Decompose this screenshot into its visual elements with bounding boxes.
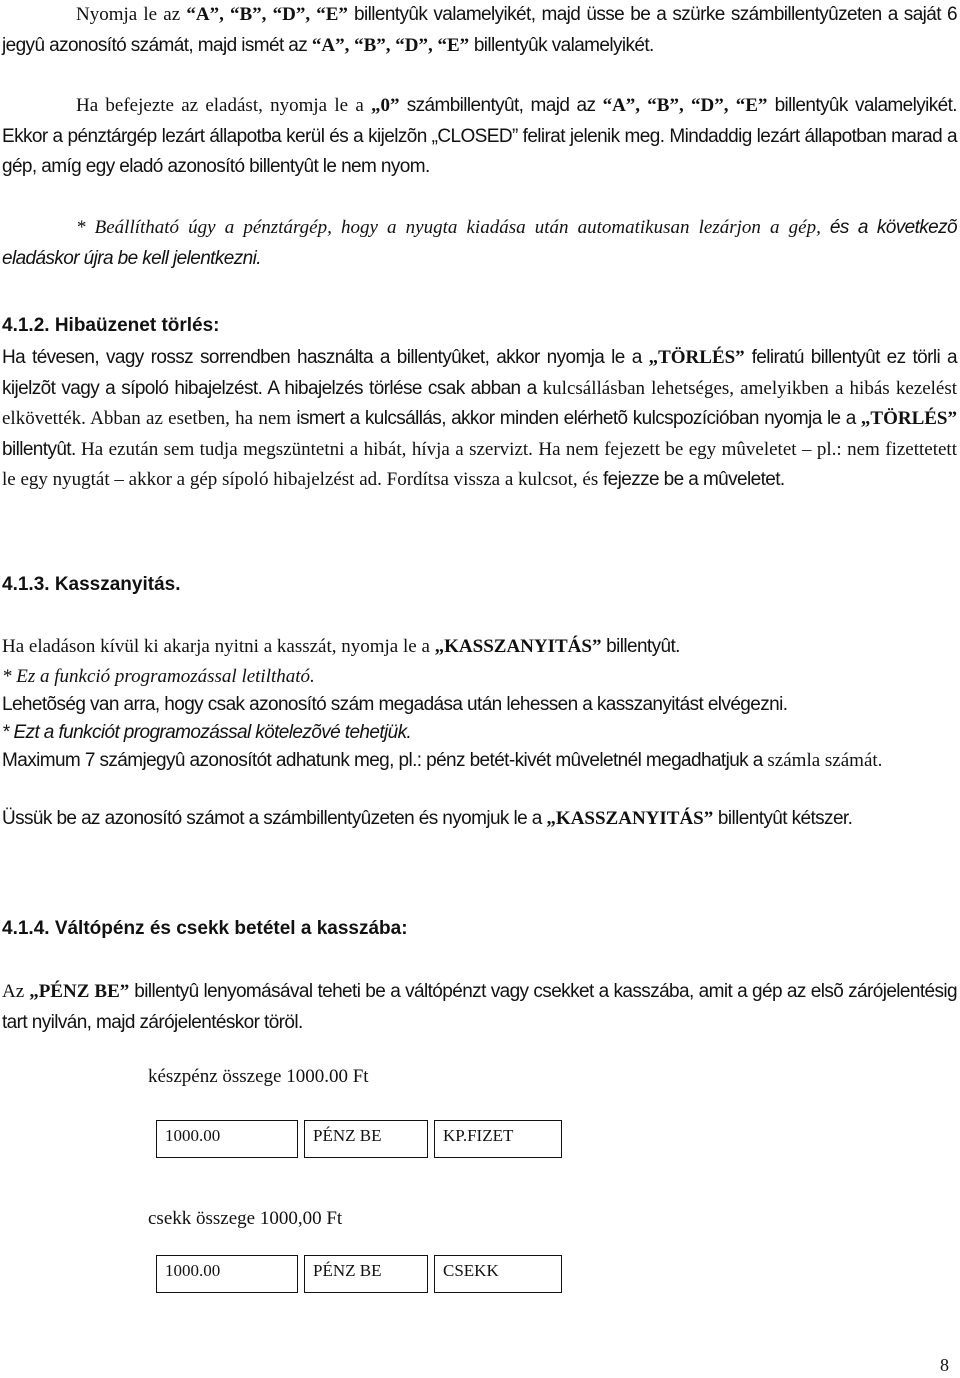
section-413-line-6: [2, 804, 957, 835]
text-run: Üssük be az azonosító számot a számbillentyûzeten és nyomjuk le a: [2, 808, 547, 829]
section-412-body: [2, 343, 957, 496]
cash-key-amount: 1000.00: [156, 1120, 298, 1158]
text-run: billentyût.: [2, 438, 82, 460]
intro-paragraph-3: [2, 213, 957, 274]
key-name: „TÖRLÉS”: [860, 408, 957, 429]
cheque-key-penz-be: PÉNZ BE: [304, 1255, 428, 1293]
section-413-line-4: * Ezt a funkciót programozással kötelezõvé tehetjük.: [2, 722, 412, 743]
text-run: Maximum 7 számjegyû azonosítót adhatunk meg, pl.:: [2, 750, 427, 771]
text-run: Ha tévesen, vagy rossz sorrendben használta a billentyûket, akkor nyomja le a: [2, 347, 649, 368]
cash-key-penz-be: PÉNZ BE: [304, 1120, 428, 1158]
text-run: számla számát.: [767, 750, 883, 771]
text-run: Nyomja le az: [76, 4, 187, 25]
text-run: Ha ezután sem tudja megszüntetni a hibát, hívja a szervizt. Ha nem fejezett be egy mûveletet – pl.:: [81, 438, 848, 460]
page-number: 8: [940, 1355, 949, 1375]
text-run: billentyûk valamelyikét. Ekkor a pénztárgép lezárt állapotba kerül és a kijelzõn „CLOSED” felirat jelenik meg. Mindaddig lezárt állapotban marad a gép, amíg egy eladó azonosító billentyût le nem nyom.: [2, 95, 957, 177]
text-run: pénz betét-kivét mûveletnél megadhatjuk a: [426, 750, 768, 771]
section-413-line-2: * Ez a funkció programozással letiltható.: [2, 666, 315, 687]
section-heading-413: 4.1.3. Kasszanyitás.: [2, 574, 181, 595]
cash-key-kp-fizet: KP.FIZET: [434, 1120, 562, 1158]
text-run: ismert a kulcsállás, akkor minden elérhetõ kulcspozícióban nyomja le a: [296, 408, 861, 429]
text-run: billentyû lenyomásával teheti be a váltópénzt vagy csekket a kasszába, amit a gép az elsõ zárójelentésig tart nyilván, majd zárójelentéskor töröl.: [2, 981, 957, 1033]
text-run: nem fizettetett le egy nyugtát – akkor a gép sípoló hibajelzést ad. Fordítsa vissza a kulcsot, és: [2, 438, 957, 490]
text-run: és a következõ eladáskor újra be kell jelentkezni.: [2, 217, 957, 269]
section-heading-414: 4.1.4. Váltópénz és csekk betétel a kasszába:: [2, 918, 408, 939]
key-name: „KASSZANYITÁS”: [434, 636, 602, 657]
key-names: “A”, “B”, “D”, “E”: [186, 4, 348, 25]
text-run: feliratú billentyût ez törli a kijelzõt vagy a sípoló hibajelzést. A hibajelzés törlése csak abban a: [2, 347, 957, 399]
key-names: “A”, “B”, “D”, “E”: [311, 34, 470, 56]
key-name: „PÉNZ BE”: [29, 981, 130, 1002]
cash-amount-label: készpénz összege 1000.00 Ft: [148, 1066, 369, 1087]
intro-paragraph-2: [2, 91, 957, 183]
cheque-key-csekk: CSEKK: [434, 1255, 562, 1293]
section-heading-412: 4.1.2. Hibaüzenet törlés:: [2, 315, 220, 336]
section-413-line-3: Lehetõség van arra, hogy csak azonosító szám megadása után lehessen a kasszanyitást elvégezni.: [2, 694, 788, 715]
section-413-line-5: [2, 746, 957, 777]
text-run: Az: [2, 981, 30, 1002]
cheque-key-amount: 1000.00: [156, 1255, 298, 1293]
text-run: kulcsállásban lehetséges, amelyikben a hibás kezelést elkövették. Abban az esetben, ha nem: [2, 377, 958, 429]
section-413-line-1: [2, 632, 957, 663]
text-run: billentyût kétszer.: [713, 808, 853, 829]
text-run: billentyûk valamelyikét.: [469, 34, 654, 56]
text-run: billentyûk valamelyikét, majd üsse be a szürke számbillentyûzeten a saját 6 jegyû azonosító számát, majd ismét az: [2, 4, 958, 56]
text-run: Ha eladáson kívül ki akarja nyitni a kasszát, nyomja le a: [2, 636, 435, 657]
text-run: Ha befejezte az eladást, nyomja le a: [76, 95, 372, 116]
text-run: * Beállítható úgy a pénztárgép, hogy a nyugta kiadása után automatikusan lezárjon a gép,: [76, 217, 821, 238]
key-names: “A”, “B”, “D”, “E”: [602, 95, 768, 116]
text-run: billentyût.: [601, 636, 680, 657]
text-run: fejezze be a mûveletet.: [603, 469, 785, 490]
key-name: „KASSZANYITÁS”: [546, 808, 714, 829]
section-414-body: [2, 977, 957, 1038]
intro-paragraph-1: [2, 0, 957, 61]
cheque-amount-label: csekk összege 1000,00 Ft: [148, 1208, 343, 1229]
key-name: „TÖRLÉS”: [648, 347, 745, 368]
key-name: „0”: [371, 95, 400, 116]
text-run: számbillentyût, majd az: [399, 95, 603, 116]
